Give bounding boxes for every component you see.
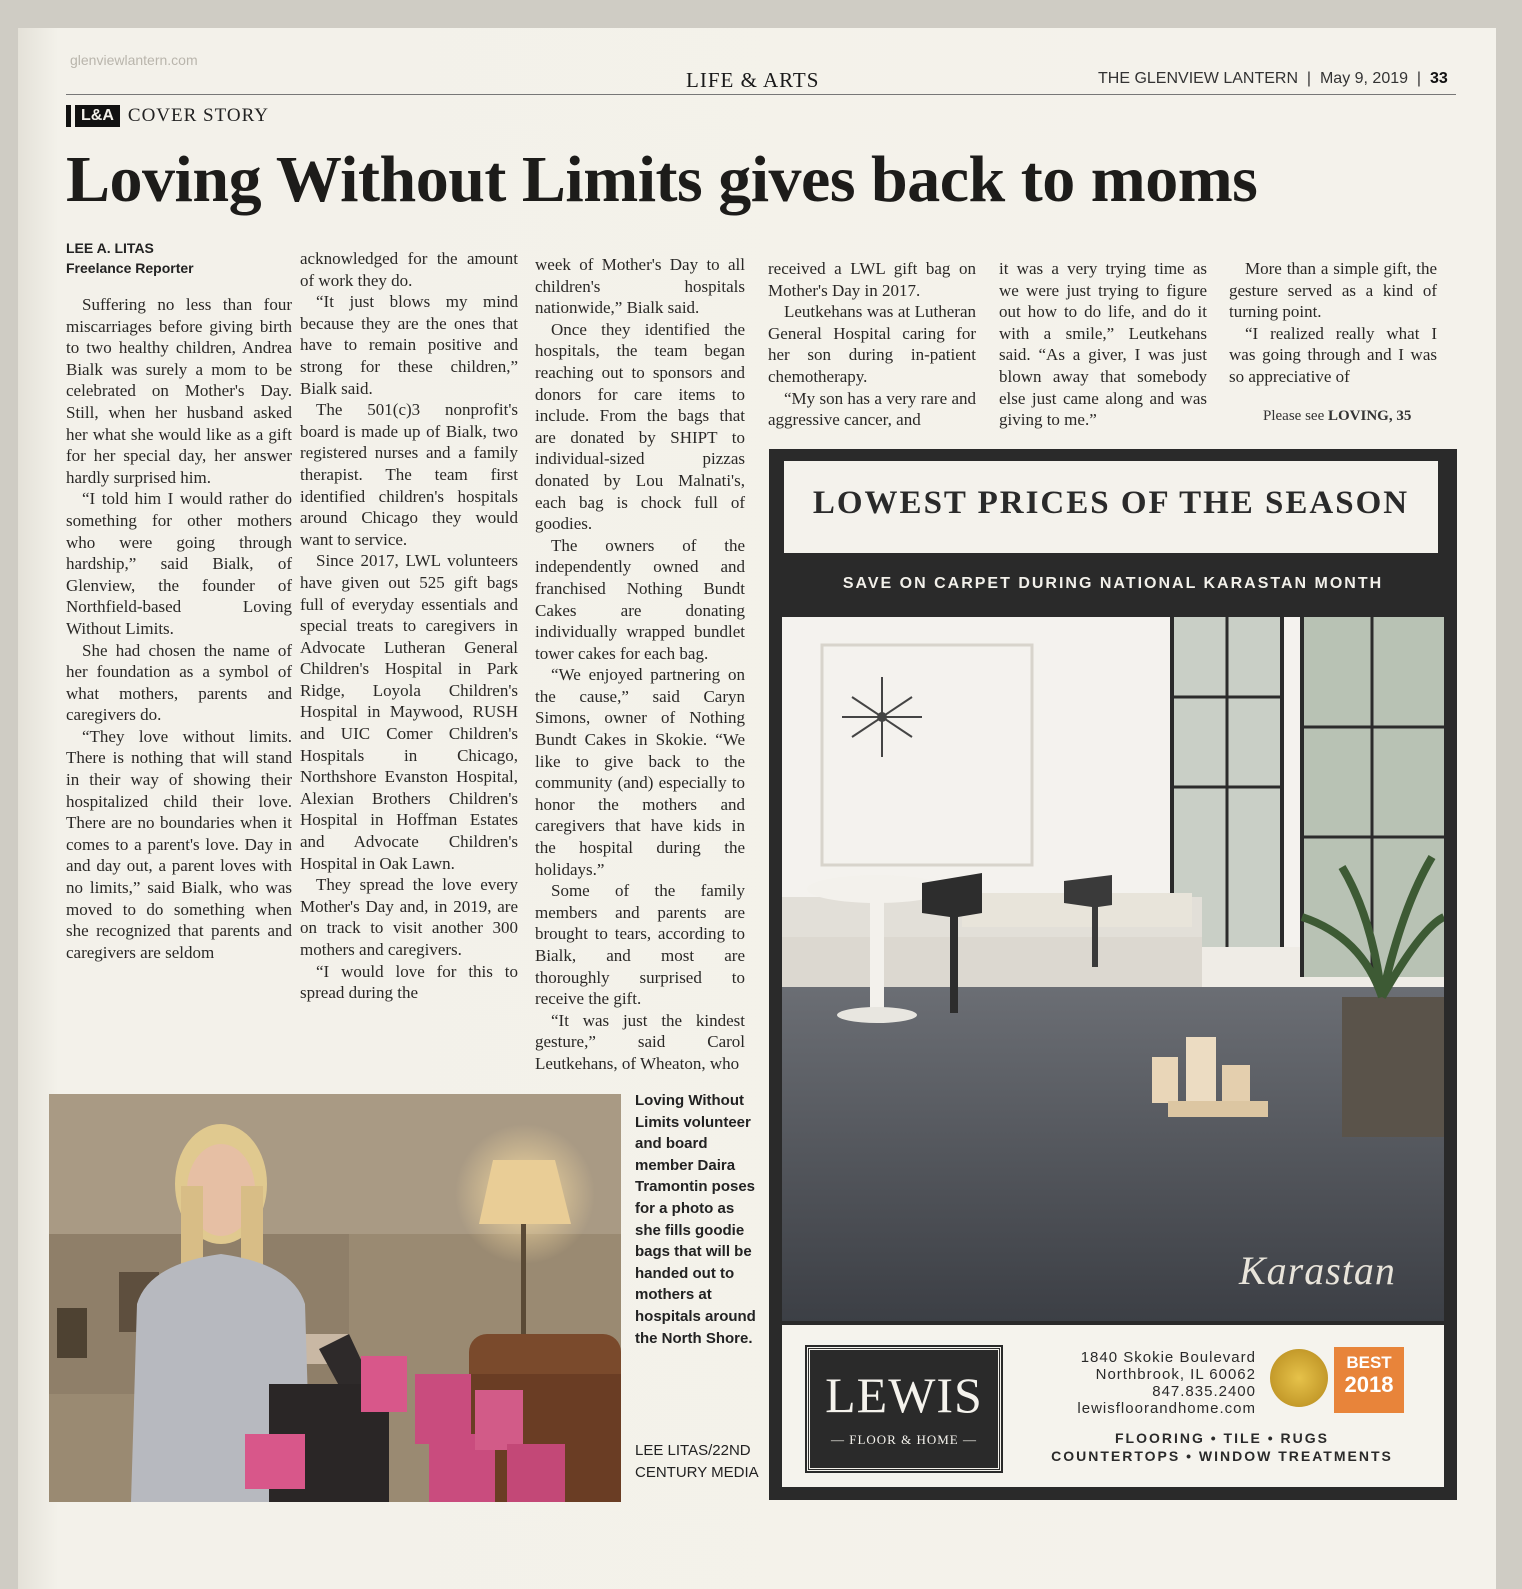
- services-line-2: COUNTERTOPS • WINDOW TREATMENTS: [1051, 1448, 1393, 1464]
- brand-logo: Karastan: [1239, 1248, 1396, 1293]
- paragraph: She had chosen the name of her foundation as a symbol of what mothers, parents and caregivers do.: [66, 640, 292, 725]
- website: lewisfloorandhome.com: [1077, 1400, 1256, 1417]
- site-url: glenviewlantern.com: [70, 52, 198, 68]
- continued-reference: [1263, 408, 1411, 425]
- store-tagline: — FLOOR & HOME —: [830, 1432, 977, 1447]
- badge-line-2: 2018: [1344, 1372, 1394, 1397]
- paragraph: it was a very trying time as we were just trying to figure out how to do life, and do it with a smile,” Leutkehans said. “As a giver, I was just blown away that somebody else just came along and was giving to me.”: [999, 259, 1207, 430]
- article-column-4: [768, 258, 976, 431]
- logo-bar: [66, 105, 71, 127]
- paragraph: Suffering no less than four miscarriages before giving birth to two healthy children, Andrea Bialk was surely a mom to be celebrated on Mother's Day. Still, when her husband asked her what she would like as a gift for her special day, her answer hardly surprised him.: [66, 295, 292, 487]
- paragraph: Leutkehans was at Lutheran General Hospital caring for her son during in-patient chemotherapy.: [768, 302, 976, 386]
- services-line-1: FLOORING • TILE • RUGS: [1114, 1430, 1330, 1446]
- paragraph: “It just blows my mind because they are the ones that have to remain positive and strong for these children,” Bialk said.: [300, 292, 518, 398]
- masthead-rule: [66, 94, 1456, 95]
- paragraph: Since 2017, LWL volunteers have given out 525 gift bags full of everyday essentials and special treats to caregivers in Advocate Lutheran General Children's Hospital in Park Ridge, Loyola Children's Hospital in Maywood, RUSH and UIC Comer Children's Hospitals in Chicago, Northshore Evanston Hospital, Alexian Brothers Children's Hospital in Hoffman Estates and Advocate Children's Hospital in Oak Lawn.: [300, 551, 518, 873]
- store-contact: [1036, 1349, 1256, 1417]
- room-illustration: [782, 617, 1444, 1321]
- paragraph: More than a simple gift, the gesture served as a kind of turning point.: [1229, 259, 1437, 322]
- article-column-2: [300, 248, 518, 1004]
- paragraph: “I told him I would rather do something for other mothers who were going through hardship,” said Bialk, of Glenview, the founder of Northfield-based Loving Without Limits.: [66, 489, 292, 638]
- ad-photo: [782, 617, 1444, 1321]
- paragraph: “My son has a very rare and aggressive cancer, and: [768, 388, 976, 430]
- author-name: LEE A. LITAS: [66, 240, 154, 256]
- photo-credit: LEE LITAS/22ND CENTURY MEDIA: [635, 1442, 759, 1481]
- publication-name: THE GLENVIEW LANTERN: [1098, 70, 1299, 87]
- ad-subhead: SAVE ON CARPET DURING NATIONAL KARASTAN MONTH: [842, 575, 1384, 592]
- address-line-1: 1840 Skokie Boulevard: [1080, 1349, 1256, 1366]
- paragraph: acknowledged for the amount of work they do.: [300, 249, 518, 290]
- address-line-2: Northbrook, IL 60062: [1095, 1366, 1256, 1383]
- services-list: [1012, 1429, 1432, 1465]
- section-logo: [66, 104, 269, 128]
- store-tagline-text: FLOOR & HOME: [849, 1432, 959, 1447]
- paragraph: week of Mother's Day to all children's hospitals nationwide,” Bialk said.: [535, 255, 745, 318]
- store-name: LEWIS: [825, 1367, 983, 1423]
- paragraph: received a LWL gift bag on Mother's Day in 2017.: [768, 259, 976, 300]
- paragraph: Once they identified the hospitals, the team began reaching out to sponsors and donors for care items to include. From the bags that are donated by SHIPT to individual-sized pizzas donated by Lou Malnati's, each bag is chock full of goodies.: [535, 319, 745, 534]
- advertisement: [769, 449, 1457, 1500]
- phone-number: 847.835.2400: [1152, 1383, 1256, 1400]
- store-logo: [807, 1347, 1001, 1471]
- badge-line-1: BEST: [1346, 1353, 1392, 1372]
- publication-info: THE GLENVIEW LANTERN | May 9, 2019 | 33: [1098, 70, 1448, 87]
- article-column-1: [66, 294, 292, 963]
- paragraph: Some of the family members and parents are brought to tears, according to Bialk, and most are thoroughly surprised to receive the gift.: [535, 881, 745, 1009]
- article-column-3: [535, 254, 745, 1075]
- photo-illustration: [49, 1094, 621, 1502]
- article-column-5: [999, 258, 1207, 431]
- paragraph: “I would love for this to spread during the: [300, 961, 518, 1003]
- paragraph: The 501(c)3 nonprofit's board is made up of Bialk, two registered nurses and a family therapist. The team first identified children's hospitals around Chicago they would want to service.: [300, 400, 518, 549]
- article-photo: [49, 1094, 621, 1502]
- newspaper-page: [18, 28, 1496, 1589]
- byline: [66, 238, 194, 278]
- photo-caption: Loving Without Limits volunteer and board member Daira Tramontin poses for a photo as she fills goodie bags that will be handed out to mothers at hospitals around the North Shore.: [635, 1092, 756, 1347]
- paragraph: They spread the love every Mother's Day and, in 2019, are on track to visit another 300 mothers and caregivers.: [300, 875, 518, 959]
- paragraph: “It was just the kindest gesture,” said Carol Leutkehans, of Wheaton, who: [535, 1010, 745, 1073]
- page-number: 33: [1429, 70, 1448, 87]
- logo-mark: L&A: [75, 105, 120, 127]
- ad-headline: LOWEST PRICES OF THE SEASON: [812, 485, 1410, 521]
- article-column-6: [1229, 258, 1437, 388]
- ad-footer: [782, 1325, 1444, 1487]
- headline: Loving Without Limits gives back to moms: [66, 143, 1258, 216]
- paragraph: “We enjoyed partnering on the cause,” said Caryn Simons, owner of Nothing Bundt Cakes in Skokie. “We like to give back to the community (and) especially to honor the mothers and caregivers that have kids in the hospital during the holidays.”: [535, 665, 745, 879]
- continued-target: LOVING, 35: [1327, 408, 1412, 424]
- section-label: COVER STORY: [127, 105, 269, 126]
- paragraph: “I realized really what I was going through and I was so appreciative of: [1229, 323, 1437, 386]
- best-award-badge: [1334, 1347, 1404, 1413]
- paragraph: “They love without limits. There is nothing that will stand in their way of showing their hospitalized child their love. There are no boundaries when it comes to a parent's love. Day in and day out, a parent loves with no limits,” said Bialk, who was moved to do something when she recognized that parents and caregivers are seldom: [66, 726, 292, 962]
- paragraph: The owners of the independently owned and franchised Nothing Bundt Cakes are donating individually wrapped bundlet tower cakes for each bag.: [535, 535, 745, 663]
- publication-date: May 9, 2019: [1319, 70, 1409, 87]
- award-seal-icon: [1270, 1349, 1328, 1407]
- author-role: Freelance Reporter: [66, 260, 194, 276]
- continued-prefix: Please see: [1263, 408, 1325, 424]
- section-name: LIFE & ARTS: [686, 68, 820, 92]
